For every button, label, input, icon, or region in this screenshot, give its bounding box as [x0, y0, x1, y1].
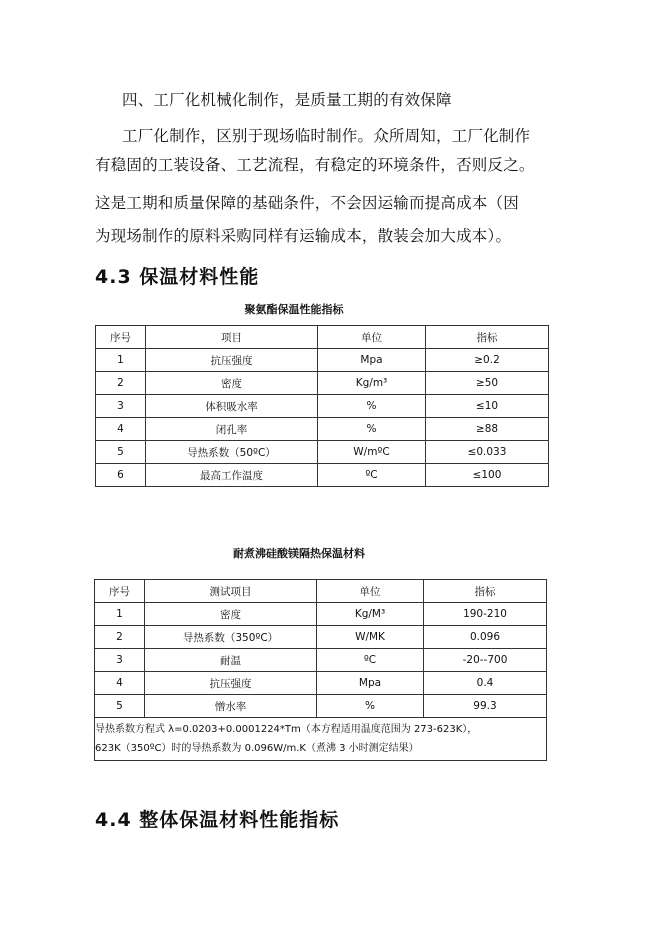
- body-line-3: 这是工期和质量保障的基础条件，不会因运输而提高成本（因: [95, 194, 519, 212]
- table-cell: 憎水率: [145, 695, 317, 718]
- table-cell: Mpa: [318, 349, 426, 372]
- header-cell: 序号: [96, 326, 146, 349]
- table-cell: 3: [95, 649, 145, 672]
- table-cell: 3: [96, 395, 146, 418]
- body-line-4: 为现场制作的原料采购同样有运输成本，散装会加大成本）。: [95, 227, 512, 245]
- table-cell: 体积吸水率: [146, 395, 318, 418]
- table-row: [96, 372, 549, 395]
- body-line-2: 有稳固的工装设备、工艺流程，有稳定的环境条件，否则反之。: [95, 156, 535, 174]
- table1: [95, 325, 549, 487]
- table-cell: 190-210: [424, 603, 547, 626]
- table-cell: 耐温: [145, 649, 317, 672]
- table-cell: 最高工作温度: [146, 464, 318, 487]
- table1-header-row: [96, 326, 549, 349]
- table-cell: 5: [96, 441, 146, 464]
- table-cell: 99.3: [424, 695, 547, 718]
- table-cell: 4: [96, 418, 146, 441]
- table-cell: %: [318, 395, 426, 418]
- header-cell: 单位: [317, 580, 424, 603]
- table-cell: 6: [96, 464, 146, 487]
- body-line-1: 工厂化制作，区别于现场临时制作。众所周知，工厂化制作: [122, 127, 531, 145]
- header-cell: 指标: [426, 326, 549, 349]
- header-cell: 项目: [146, 326, 318, 349]
- section-44-title: 4.4 整体保温材料性能指标: [95, 809, 340, 831]
- table2-note-row: [95, 718, 547, 761]
- table-cell: Mpa: [317, 672, 424, 695]
- table-cell: 1: [95, 603, 145, 626]
- table-row: [95, 695, 547, 718]
- header-cell: 测试项目: [145, 580, 317, 603]
- table-row: [95, 649, 547, 672]
- table-cell: 抗压强度: [145, 672, 317, 695]
- table-cell: 密度: [145, 603, 317, 626]
- table-cell: ≤0.033: [426, 441, 549, 464]
- note-line-1: 导热系数方程式 λ=0.0203+0.0001224*Tm（本方程适用温度范围为 273-623K），: [95, 724, 478, 735]
- table-cell: 导热系数（350ºC）: [145, 626, 317, 649]
- table2: [94, 579, 547, 761]
- table-row: [95, 626, 547, 649]
- table-cell: 抗压强度: [146, 349, 318, 372]
- section-four-heading: 四、工厂化机械化制作，是质量工期的有效保障: [122, 91, 452, 109]
- table-cell: Kg/m³: [318, 372, 426, 395]
- table-cell: 5: [95, 695, 145, 718]
- table-row: [96, 418, 549, 441]
- table-cell: -20--700: [424, 649, 547, 672]
- table2-caption: 耐煮沸硅酸镁隔热保温材料: [233, 547, 365, 560]
- table-cell: ºC: [318, 464, 426, 487]
- table2-note: [95, 718, 547, 761]
- table-cell: 2: [96, 372, 146, 395]
- table-cell: ≤100: [426, 464, 549, 487]
- section-43-title: 4.3 保温材料性能: [95, 266, 260, 288]
- table-cell: W/MK: [317, 626, 424, 649]
- table-row: [96, 464, 549, 487]
- table-cell: 0.4: [424, 672, 547, 695]
- table-cell: ≥50: [426, 372, 549, 395]
- table-cell: %: [318, 418, 426, 441]
- table2-header-row: [95, 580, 547, 603]
- table-cell: 闭孔率: [146, 418, 318, 441]
- table-cell: 2: [95, 626, 145, 649]
- table-cell: ≥0.2: [426, 349, 549, 372]
- table-cell: 0.096: [424, 626, 547, 649]
- table-cell: ºC: [317, 649, 424, 672]
- table-cell: 4: [95, 672, 145, 695]
- table-row: [96, 395, 549, 418]
- table1-caption: 聚氨酯保温性能指标: [244, 303, 344, 316]
- header-cell: 单位: [318, 326, 426, 349]
- table-cell: W/mºC: [318, 441, 426, 464]
- table-cell: 密度: [146, 372, 318, 395]
- table-row: [95, 672, 547, 695]
- table-row: [96, 441, 549, 464]
- table-cell: 导热系数（50ºC）: [146, 441, 318, 464]
- table-cell: %: [317, 695, 424, 718]
- table-cell: ≥88: [426, 418, 549, 441]
- header-cell: 指标: [424, 580, 547, 603]
- table-row: [96, 349, 549, 372]
- table-cell: ≤10: [426, 395, 549, 418]
- table-row: [95, 603, 547, 626]
- note-line-2: 623K（350ºC）时的导热系数为 0.096W/m.K（煮沸 3 小时测定结果）: [95, 743, 419, 754]
- table-cell: Kg/M³: [317, 603, 424, 626]
- header-cell: 序号: [95, 580, 145, 603]
- table-cell: 1: [96, 349, 146, 372]
